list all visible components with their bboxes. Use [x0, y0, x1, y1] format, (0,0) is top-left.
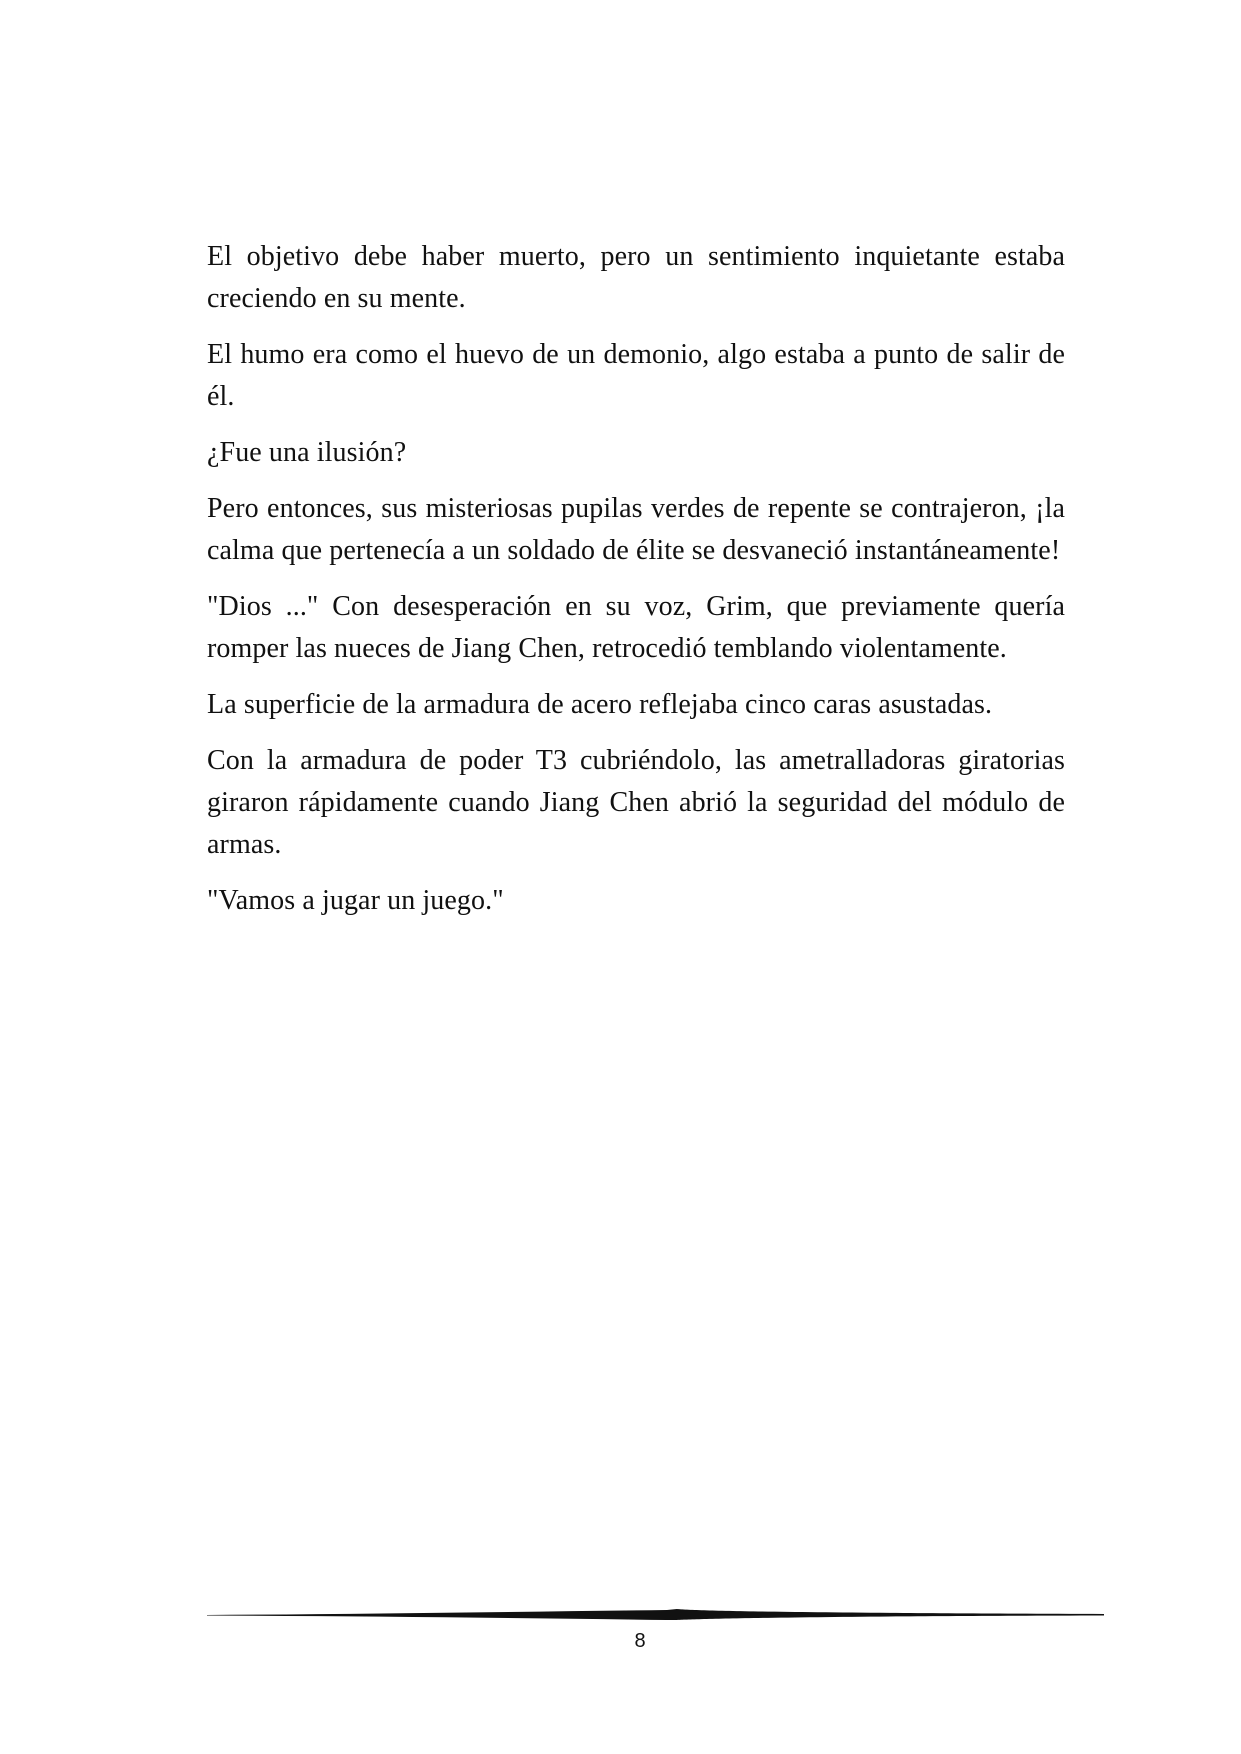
page-number: 8 — [634, 1630, 646, 1652]
paragraph: La superficie de la armadura de acero reflejaba cinco caras asustadas. — [207, 689, 993, 720]
paragraph: Pero entonces, sus misteriosas pupilas verdes de repente se contrajeron, ¡la calma que pertenecía a un soldado de élite se desvaneció instantáneamente! — [207, 493, 1065, 566]
paragraph: ¿Fue una ilusión? — [207, 437, 407, 468]
paragraph: Con la armadura de poder T3 cubriéndolo, las ametralladoras giratorias giraron rápidamente cuando Jiang Chen abrió la seguridad del módulo de armas. — [207, 745, 1065, 860]
body-text — [207, 236, 1065, 936]
paragraph: "Vamos a jugar un juego." — [207, 885, 504, 916]
paragraph: El objetivo debe haber muerto, pero un sentimiento inquietante estaba creciendo en su mente. — [207, 241, 1065, 314]
footer-divider — [207, 1608, 1104, 1622]
paragraph: El humo era como el huevo de un demonio, algo estaba a punto de salir de él. — [207, 339, 1065, 412]
paragraph: "Dios ..." Con desesperación en su voz, Grim, que previamente quería romper las nueces de Jiang Chen, retrocedió temblando violentamente. — [207, 591, 1065, 664]
